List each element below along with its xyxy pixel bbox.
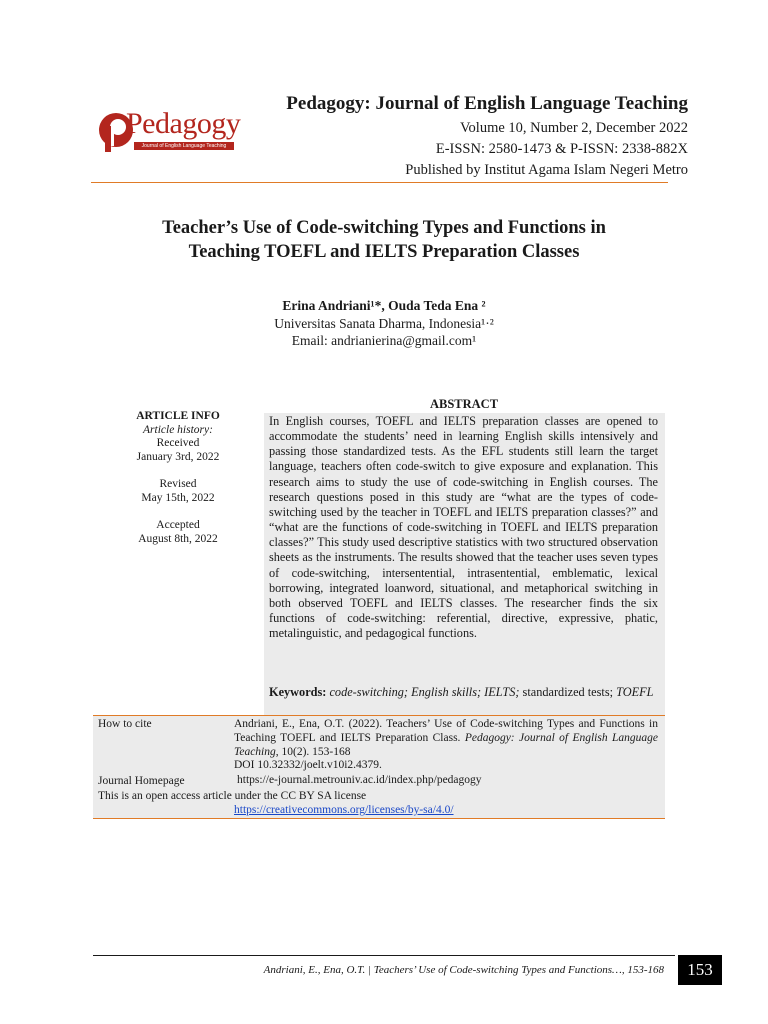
logo-wordmark: Pedagogy [126,107,241,140]
title-line-1: Teacher’s Use of Code-switching Types and Functions in [162,218,606,238]
journal-title: Pedagogy: Journal of English Language Teaching [286,93,688,114]
citation-text [234,717,658,759]
journal-logo [96,108,246,160]
citation-journal: Pedagogy: Journal of English Language Teaching [234,732,658,758]
keywords-italic-1: code-switching; English skills; IELTS; [329,685,520,699]
accepted-label: Accepted [156,519,200,531]
citation-bottom-rule [93,818,665,819]
publisher-info: Published by Institut Agama Islam Negeri Metro [405,162,688,178]
license-text: This is an open access article under the CC BY SA license [98,790,367,802]
doi: DOI 10.32332/joelt.v10i2.4379. [234,759,382,771]
authors: Erina Andriani¹*, Ouda Teda Ena ² [282,298,486,313]
running-footer: Andriani, E., Ena, O.T. | Teachers’ Use of Code-switching Types and Functions…, 153-168 [263,964,664,976]
abstract-text: In English courses, TOEFL and IELTS preparation classes are opened to accommodate the students’ need in learning English skills intensively and passing those standardized tests. As the EFL students still learn the target language, teachers often code-switch to give exposure and explanation. This research aims to study the use of code-switching in English courses. The research questions posed in this study are “what are the types of code-switching used by the teacher in TOEFL and IELTS preparation classes?” and “what are the functions of code-switching in TOEFL and IELTS preparation classes?” This study used descriptive statistics with two structured observation sheets as the instruments. The results showed that the teacher uses seven types of code-switching, intersentential, intrasentential, emblematic, lexical borrowing, integrated loanword, situational, and metaphorical switching in both observed TOEFL and IELTS classes. The researcher finds the six functions of code-switching: referential, directive, expressive, phatic, metalinguistic, and pedagogical functions. [269,414,658,641]
homepage-label: Journal Homepage [98,775,185,787]
citation-top-rule [93,715,665,716]
received-date: January 3rd, 2022 [136,450,220,463]
paper-title [96,216,672,264]
keywords [269,685,658,700]
affiliation: Universitas Sanata Dharma, Indonesia¹·² [274,316,494,331]
footer-rule [93,955,675,956]
revised-label: Revised [159,478,197,490]
accepted-date: August 8th, 2022 [138,532,218,545]
revised-date: May 15th, 2022 [141,491,215,504]
page-number: 153 [678,955,722,985]
title-line-2: Teaching TOEFL and IELTS Preparation Classes [188,242,580,262]
license-link[interactable]: https://creativecommons.org/licenses/by-sa/4.0/ [234,804,454,816]
article-info [116,410,240,546]
how-to-cite-label: How to cite [98,718,152,730]
article-info-heading: ARTICLE INFO [136,410,220,422]
keywords-italic-2: TOEFL [616,685,654,699]
article-history-label: Article history: [143,423,213,436]
received-label: Received [156,437,200,449]
author-email: Email: andrianierina@gmail.com¹ [291,333,477,348]
keywords-label: Keywords: [269,685,327,699]
keywords-plain: standardized tests; [519,685,614,699]
citation-part-2: , 10(2). 153-168 [275,746,351,758]
issn-info: E-ISSN: 2580-1473 & P-ISSN: 2338-882X [435,141,688,157]
logo-tagline: Journal of English Language Teaching [134,142,234,150]
citation-part-1: Andriani, E., Ena, O.T. (2022). Teachers’ Use of Code-switching Types and Functions in Teaching TOEFL and IELTS Preparation Class. [234,718,658,744]
masthead-divider [91,182,668,183]
abstract-heading: ABSTRACT [429,397,499,411]
homepage-url[interactable]: https://e-journal.metrouniv.ac.id/index.php/pedagogy [237,774,482,786]
volume-info: Volume 10, Number 2, December 2022 [459,120,688,136]
